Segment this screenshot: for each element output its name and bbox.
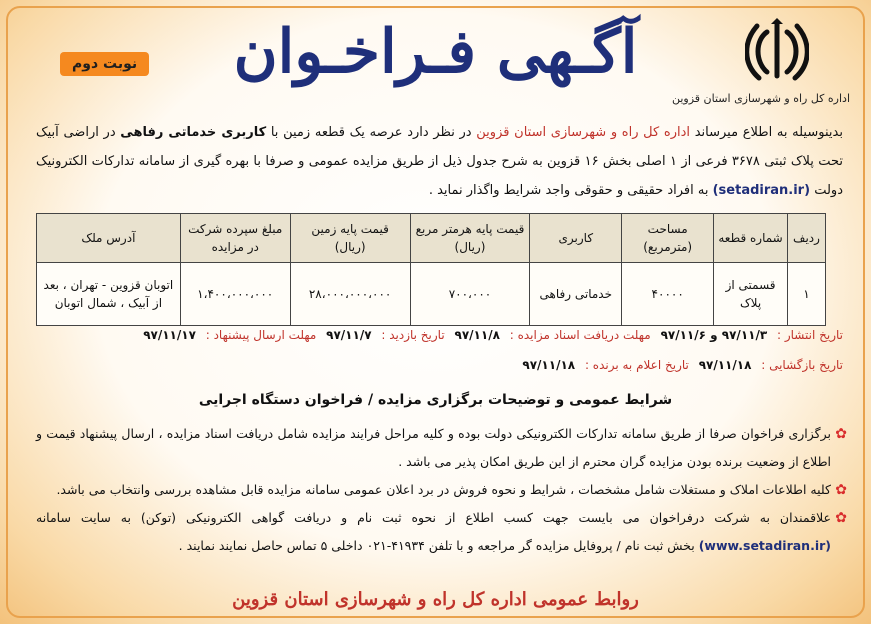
flower-bullet-icon: ✿ — [835, 482, 847, 498]
condition-text: علاقمندان به شرکت درفراخوان می بایست جهت کسب اطلاع از نحوه ثبت نام و دریافت گواهی الکترونیکی (توکن) به سایت سامانه — [36, 510, 831, 525]
table-cell: ۱،۴۰۰،۰۰۰،۰۰۰ — [180, 263, 290, 326]
intro-org: اداره کل راه و شهرسازی استان قزوین — [476, 125, 690, 140]
visit-date-label: تاریخ بازدید : — [381, 328, 445, 342]
docs-deadline-label: مهلت دریافت اسناد مزایده : — [509, 328, 651, 342]
flower-bullet-icon: ✿ — [835, 426, 847, 442]
submit-deadline-value: ۹۷/۱۱/۱۷ — [143, 328, 196, 342]
condition-text: کلیه اطلاعات املاک و مستغلات شامل مشخصات ، شرایط و نحوه فروش در برد اعلان عمومی سامانه مزایده قابل مشاهده بررسی وانتخاب می باشد. — [56, 482, 831, 497]
footer-signature: روابط عمومی اداره کل راه و شهرسازی استان قزوین — [232, 589, 639, 610]
table-cell: ۱ — [788, 263, 826, 326]
table-cell: خدماتی رفاهی — [530, 263, 622, 326]
list-item — [36, 504, 847, 560]
auction-table — [36, 213, 826, 326]
intro-text-3: در اراضی آبیک تحت پلاک ثبتی ۳۶۷۸ فرعی از ۱ اصلی بخش ۱۶ قزوین به شرح جدول ذیل از طریق مزایده عمومی و صرفا با بهره گیری از سامانه تدارکات الکترونیک دولت — [36, 125, 843, 198]
conditions-list — [36, 420, 847, 560]
winner-date-label: تاریخ اعلام به برنده : — [584, 358, 689, 372]
column-header: قیمت پایه هرمتر مربع (ریال) — [410, 214, 530, 263]
list-item — [36, 476, 847, 504]
intro-text-4: به افراد حقیقی و حقوقی واجد شرایط واگذار نماید . — [428, 183, 709, 198]
table-cell: ۴۰۰۰۰ — [622, 263, 714, 326]
second-round-badge: نوبت دوم — [60, 52, 149, 76]
flower-bullet-icon: ✿ — [835, 510, 847, 526]
conditions-title: شرایط عمومی و توضیحات برگزاری مزایده / فراخوان دستگاه اجرایی — [198, 392, 673, 408]
intro-text-2: در نظر دارد عرصه یک قطعه زمین با — [270, 125, 472, 140]
column-header: شماره قطعه — [714, 214, 788, 263]
table-row — [37, 263, 826, 326]
table-cell: اتوبان قزوین - تهران ، بعد از آبیک ، شمال اتوبان — [37, 263, 181, 326]
table-cell: قسمتی از پلاک — [714, 263, 788, 326]
table-cell: ۲۸،۰۰۰،۰۰۰،۰۰۰ — [290, 263, 410, 326]
docs-deadline-value: ۹۷/۱۱/۸ — [454, 328, 500, 342]
column-header: کاربری — [530, 214, 622, 263]
publish-date-value: ۹۷/۱۱/۳ و ۹۷/۱۱/۶ — [660, 328, 768, 342]
table-header-row — [37, 214, 826, 263]
list-item — [36, 420, 847, 476]
column-header: قیمت پایه زمین (ریال) — [290, 214, 410, 263]
visit-date-value: ۹۷/۱۱/۷ — [326, 328, 372, 342]
publish-date-label: تاریخ انتشار : — [777, 328, 843, 342]
dates-line-1 — [36, 328, 843, 342]
opening-date-value: ۹۷/۱۱/۱۸ — [698, 358, 752, 372]
condition-text: بخش ثبت نام / پروفایل مزایده گر مراجعه و با تلفن ۴۱۹۳۴-۰۲۱ داخلی ۵ تماس حاصل نمایند نمایند . — [178, 538, 695, 553]
iran-emblem-icon — [745, 18, 809, 88]
intro-paragraph — [36, 118, 843, 205]
department-name: اداره کل راه و شهرسازی استان قزوین — [671, 92, 851, 105]
table-cell: ۷۰۰،۰۰۰ — [410, 263, 530, 326]
page-title: آگـهی فـراخـوان — [233, 17, 638, 87]
winner-date-value: ۹۷/۱۱/۱۸ — [522, 358, 576, 372]
intro-usage: کاربری خدماتی رفاهی — [120, 125, 267, 140]
column-header: مساحت (مترمربع) — [622, 214, 714, 263]
setadiran-link[interactable]: (www.setadiran.ir) — [698, 538, 831, 553]
intro-site-link[interactable]: (setadiran.ir) — [712, 183, 811, 198]
column-header: آدرس ملک — [37, 214, 181, 263]
intro-text-1: بدینوسیله به اطلاع میرساند — [694, 125, 843, 140]
dates-line-2 — [36, 358, 843, 372]
column-header: مبلغ سپرده شرکت در مزایده — [180, 214, 290, 263]
column-header: ردیف — [788, 214, 826, 263]
submit-deadline-label: مهلت ارسال پیشنهاد : — [205, 328, 317, 342]
condition-text: برگزاری فراخوان صرفا از طریق سامانه تدارکات الکترونیکی دولت بوده و کلیه مراحل فرایند مزایده شامل دریافت اسناد مزایده ، ارسال پیشنهاد قیمت و اطلاع از وضعیت برنده بودن مزایده گران محترم از این طریق امکان پذیر می باشد . — [36, 426, 831, 469]
opening-date-label: تاریخ بازگشایی : — [761, 358, 843, 372]
